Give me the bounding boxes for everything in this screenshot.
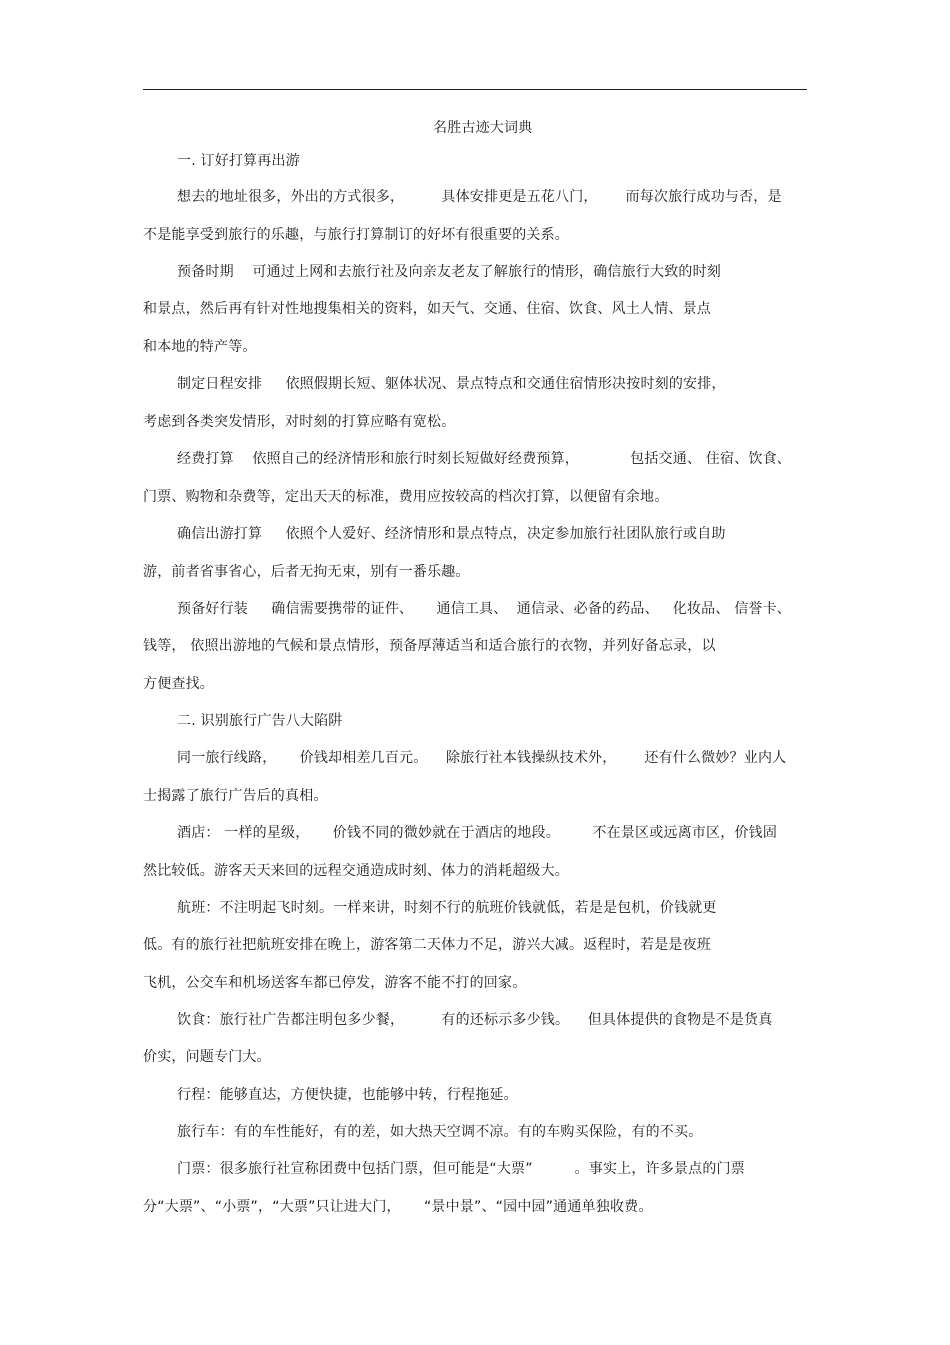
header-rule xyxy=(143,89,807,90)
paragraph-line: 不是能享受到旅行的乐趣，与旅行打算制订的好坏有很重要的关系。 xyxy=(143,227,569,243)
paragraph-line: 飞机，公交车和机场送客车都已停发，游客不能不打的回家。 xyxy=(143,975,527,991)
paragraph-line: 门票、购物和杂费等，定出天天的标准，费用应按较高的档次打算，以便留有余地。 xyxy=(143,489,669,505)
paragraph-line: 预备时期 可通过上网和去旅行社及向亲友老友了解旅行的情形，确信旅行大致的时刻 xyxy=(177,264,721,280)
paragraph-line: 饮食：旅行社广告都注明包多少餐， 有的还标示多少钱。 但具体提供的食物是不是货真 xyxy=(177,1012,773,1028)
paragraph-line: 预备好行装 确信需要携带的证件、 通信工具、 通信录、必备的药品、 化妆品、 信誉卡、 xyxy=(177,601,792,617)
paragraph-line: 价实，问题专门大。 xyxy=(143,1049,271,1065)
section-heading: 二. 识别旅行广告八大陷阱 xyxy=(177,713,343,729)
paragraph-line: 行程：能够直达，方便快捷，也能够中转，行程拖延。 xyxy=(177,1087,518,1103)
paragraph-line: 游，前者省事省心，后者无拘无束，别有一番乐趣。 xyxy=(143,564,470,580)
document-title: 名胜古迹大词典 xyxy=(433,120,533,136)
paragraph-line: 然比较低。游客天天来回的远程交通造成时刻、体力的消耗超级大。 xyxy=(143,863,569,879)
paragraph-line: 航班：不注明起飞时刻。一样来讲，时刻不行的航班价钱就低，若是是包机，价钱就更 xyxy=(177,900,717,916)
paragraph-line: 和本地的特产等。 xyxy=(143,339,257,355)
paragraph-line: 制定日程安排 依照假期长短、躯体状况、景点特点和交通住宿情形决按时刻的安排， xyxy=(177,376,726,392)
paragraph-line: 方便查找。 xyxy=(143,676,214,692)
paragraph-line: 考虑到各类突发情形，对时刻的打算应略有宽松。 xyxy=(143,414,456,430)
paragraph-line: 门票：很多旅行社宣称团费中包括门票，但可能是“大票” 。事实上，许多景点的门票 xyxy=(177,1161,745,1177)
paragraph-line: 钱等， 依照出游地的气候和景点情形，预备厚薄适当和适合旅行的衣物，并列好备忘录，以 xyxy=(143,638,716,654)
paragraph-line: 士揭露了旅行广告后的真相。 xyxy=(143,788,328,804)
paragraph-line: 想去的地址很多，外出的方式很多， 具体安排更是五花八门， 而每次旅行成功与否，是 xyxy=(177,189,782,205)
paragraph-line: 酒店： 一样的星级， 价钱不同的微妙就在于酒店的地段。 不在景区或远离市区，价钱固 xyxy=(177,825,778,841)
paragraph-line: 经费打算 依照自己的经济情形和旅行时刻长短做好经费预算， 包括交通、 住宿、饮食、 xyxy=(177,451,792,467)
paragraph-line: 分“大票”、“小票”，“大票”只让进大门， “景中景”、“园中园”通通单独收费。 xyxy=(143,1199,653,1215)
section-heading: 一. 订好打算再出游 xyxy=(177,153,300,169)
paragraph-line: 旅行车：有的车性能好，有的差，如大热天空调不凉。有的车购买保险，有的不买。 xyxy=(177,1124,703,1140)
paragraph-line: 同一旅行线路， 价钱却相差几百元。 除旅行社本钱操纵技术外， 还有什么微妙？业内人 xyxy=(177,750,787,766)
paragraph-line: 低。有的旅行社把航班安排在晚上，游客第二天体力不足，游兴大减。返程时，若是是夜班 xyxy=(143,937,711,953)
paragraph-line: 确信出游打算 依照个人爱好、经济情形和景点特点，决定参加旅行社团队旅行或自助 xyxy=(177,526,726,542)
paragraph-line: 和景点，然后再有针对性地搜集相关的资料，如天气、交通、住宿、饮食、风土人情、景点 xyxy=(143,301,711,317)
